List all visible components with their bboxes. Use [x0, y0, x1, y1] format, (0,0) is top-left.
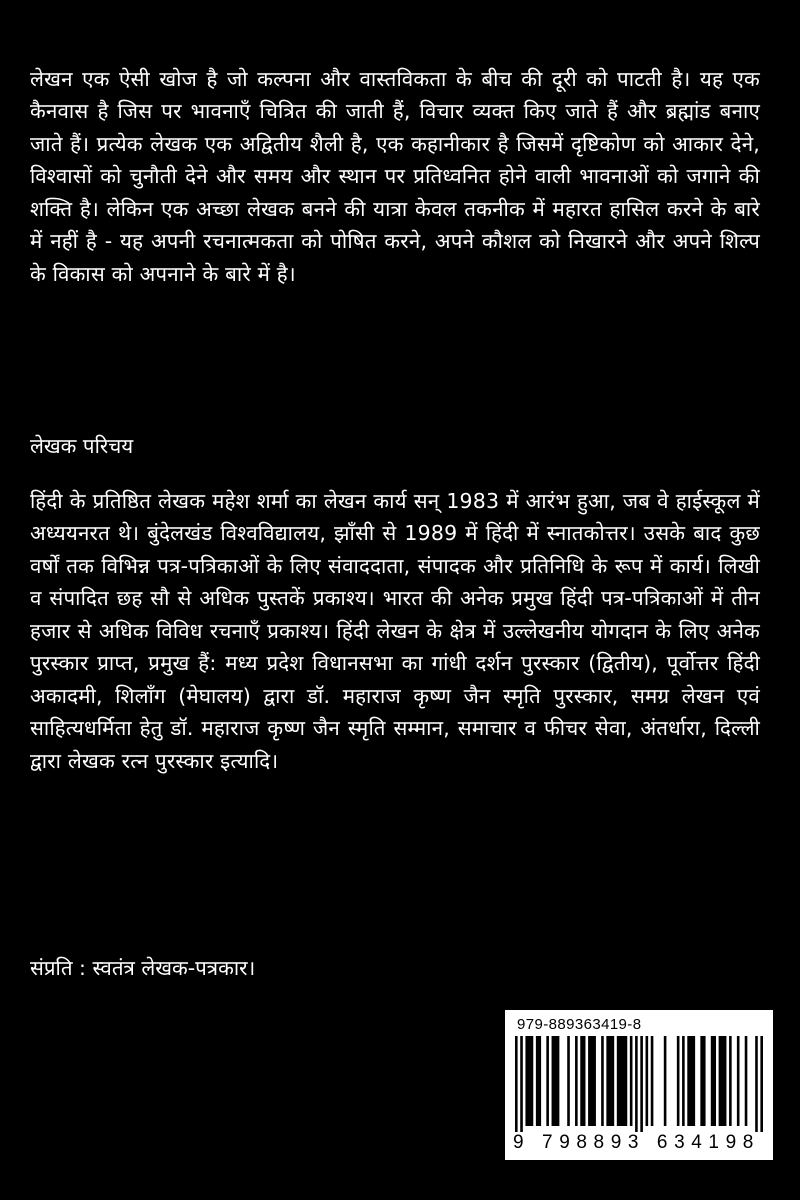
barcode-bar	[525, 1036, 533, 1126]
current-status-line: संप्रति : स्वतंत्र लेखक-पत्रकार।	[30, 956, 256, 980]
isbn-label: 979-889363419-8	[517, 1016, 642, 1033]
barcode-bar	[646, 1036, 649, 1126]
barcode-bar	[580, 1036, 585, 1126]
barcode-bar	[700, 1036, 705, 1126]
barcode-bar	[737, 1036, 740, 1126]
isbn-barcode	[505, 1010, 773, 1160]
barcode-bar	[687, 1036, 695, 1126]
barcode-bar	[606, 1036, 614, 1126]
barcode-bar	[760, 1036, 763, 1132]
barcode-bar	[575, 1036, 578, 1126]
barcode-bar	[640, 1036, 643, 1132]
barcode-bar	[552, 1036, 560, 1126]
barcode-bar	[601, 1036, 604, 1126]
author-bio-paragraph: हिंदी के प्रतिष्ठित लेखक महेश शर्मा का लेखन कार्य सन् 1983 में आरंभ हुआ, जब वे हाईस्कूल में अध्ययनरत थे। बुंदेलखंड विश्वविद्यालय, झाँसी से 1989 में हिंदी में स्नातकोत्तर। उसके बाद कुछ वर्षों तक विभिन्न पत्र-पत्रिकाओं के लिए संवाददाता, संपादक और प्रतिनिधि के रूप में कार्य। लिखी व संपादित छह सौ से अधिक पुस्तकें प्रकाश्य। भारत की अनेक प्रमुख हिंदी पत्र-पत्रिकाओं में तीन हजार से अधिक विविध रचनाएँ प्रकाश्य। हिंदी लेखन के क्षेत्र में उल्लेखनीय योगदान के लिए अनेक पुरस्कार प्राप्त, प्रमुख हैं: मध्य प्रदेश विधानसभा का गांधी दर्शन पुरस्कार (द्वितीय), पूर्वोत्तर हिंदी अकादमी, शिलाँग (मेघालय) द्वारा डॉ. महाराज कृष्ण जैन स्मृति पुरस्कार, समग्र लेखन एवं साहित्यधर्मिता हेतु डॉ. महाराज कृष्ण जैन स्मृति सम्मान, समाचार व फीचर सेवा, अंतर्धारा, दिल्ली द्वारा लेखक रत्न पुरस्कार इत्यादि।	[30, 488, 760, 773]
barcode-bar	[729, 1036, 732, 1126]
barcode-bar	[515, 1036, 518, 1132]
barcode-bar	[520, 1036, 523, 1132]
blurb-paragraph: लेखन एक ऐसी खोज है जो कल्पना और वास्तविकता के बीच की दूरी को पाटती है। यह एक कैनवास है जिस पर भावनाएँ चित्रित की जाती हैं, विचार व्यक्त किए जाते हैं और ब्रह्मांड बनाए जाते हैं। प्रत्येक लेखक एक अद्वितीय शैली है, एक कहानीकार है जिसमें दृष्टिकोण को आकार देने, विश्वासों को चुनौती देने और समय और स्थान पर प्रतिध्वनित होने वाली भावनाओं को जगाने की शक्ति है। लेकिन एक अच्छा लेखक बनने की यात्रा केवल तकनीक में महारत हासिल करने के बारे में नहीं है - यह अपनी रचनात्मकता को पोषित करने, अपने कौशल को निखारने और अपने शिल्प के विकास को अपनाने के बारे में है।	[30, 66, 760, 286]
barcode-bar	[635, 1036, 638, 1132]
barcode-digits: 9 798893 634198	[513, 1132, 760, 1153]
barcode-bar	[719, 1036, 727, 1126]
barcode-bar	[755, 1036, 758, 1132]
barcode-bar	[567, 1036, 570, 1126]
barcode-bar	[745, 1036, 748, 1126]
barcode-bars	[515, 1036, 763, 1132]
barcode-bar	[651, 1036, 654, 1126]
barcode-bar	[677, 1036, 680, 1126]
barcode-bar	[664, 1036, 667, 1126]
barcode-bar	[711, 1036, 716, 1126]
barcode-bar	[588, 1036, 596, 1126]
barcode-bar	[682, 1036, 685, 1126]
barcode-bar	[630, 1036, 633, 1126]
barcode-bar	[536, 1036, 541, 1126]
author-section-heading: लेखक परिचय	[30, 434, 134, 458]
barcode-bar	[546, 1036, 549, 1126]
barcode-bar	[617, 1036, 627, 1126]
